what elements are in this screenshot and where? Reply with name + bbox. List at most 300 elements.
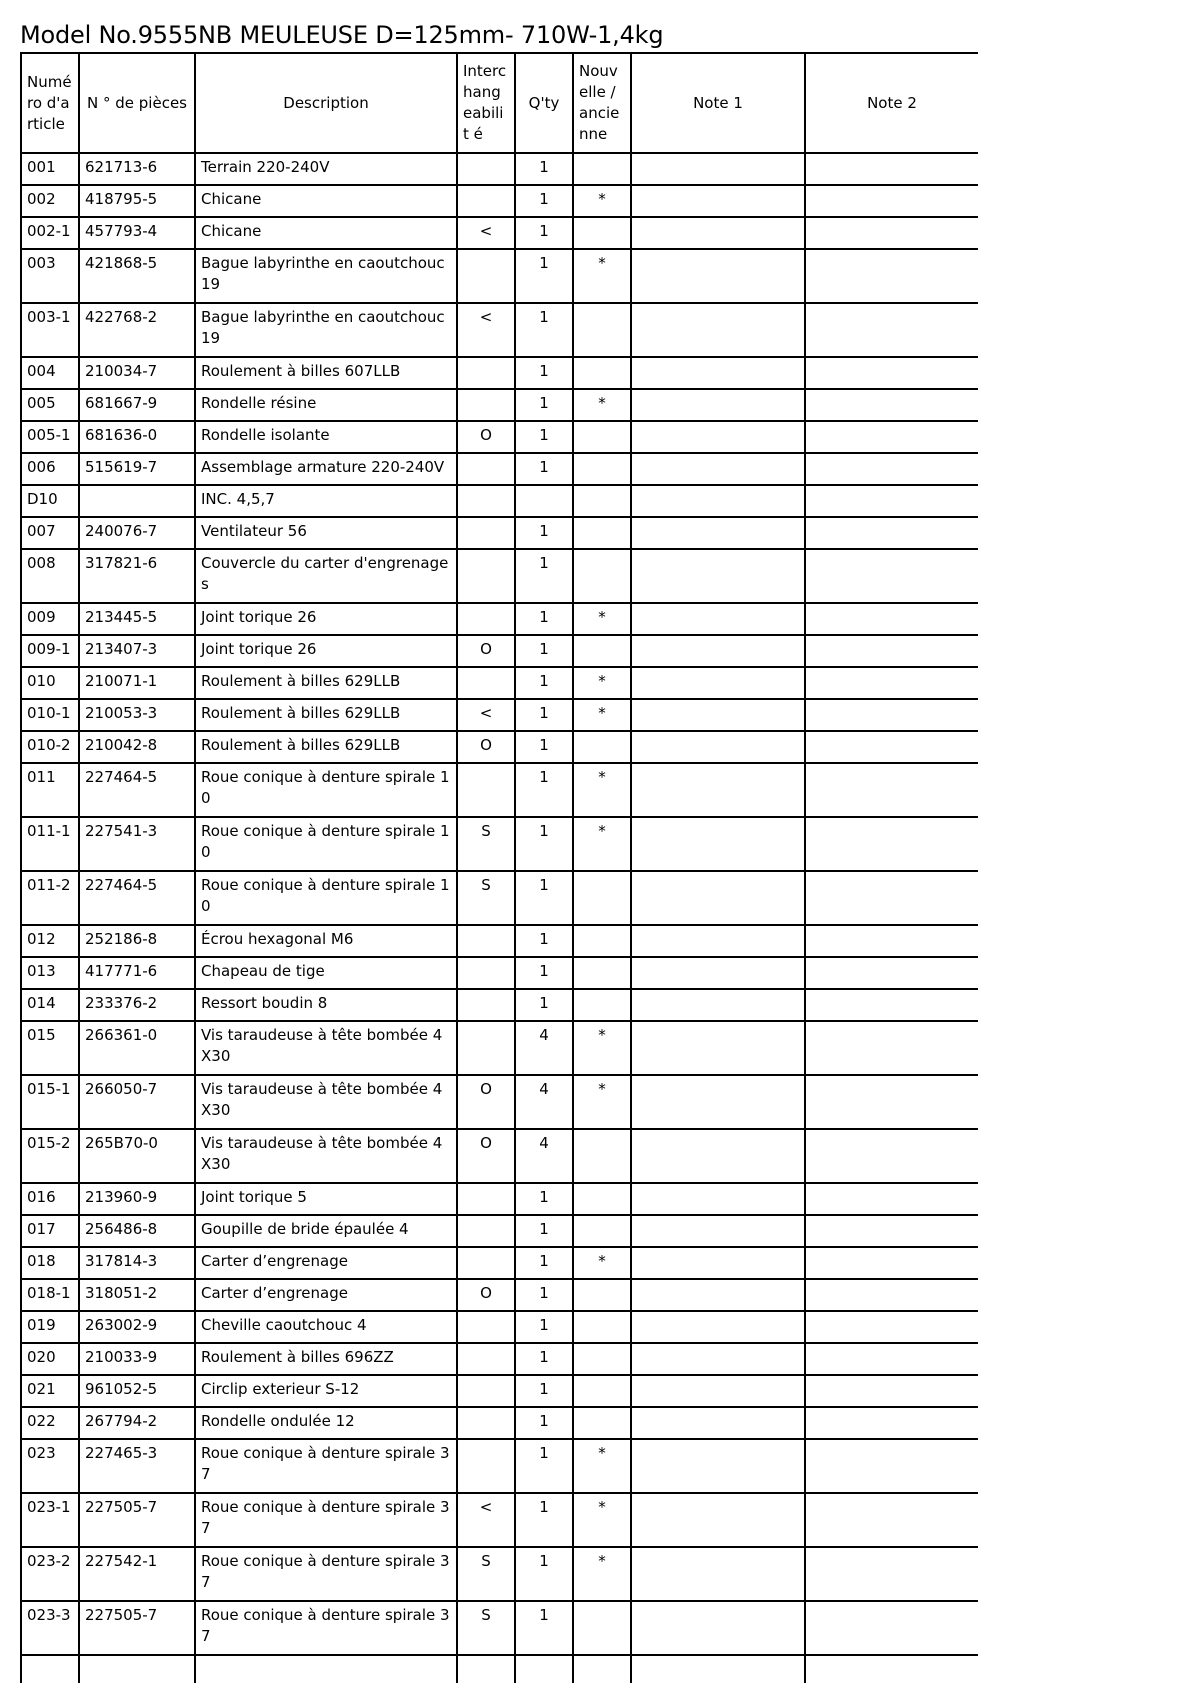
cell-note-2 [805, 549, 978, 603]
cell-quantity: 1 [515, 303, 573, 357]
table-row [21, 485, 978, 517]
cell-quantity: 1 [515, 549, 573, 603]
cell-interchangeability [457, 249, 515, 303]
cell-interchangeability [457, 603, 515, 635]
cell-description: Roulement à billes 607LLB [195, 357, 457, 389]
cell-new-old [573, 153, 631, 185]
cell-note-1 [631, 517, 805, 549]
empty-cell [805, 1655, 978, 1683]
cell-part-number: 263002-9 [79, 1311, 195, 1343]
cell-quantity: 4 [515, 1021, 573, 1075]
cell-quantity: 1 [515, 1279, 573, 1311]
header-new-old: Nouv elle / ancie nne [573, 53, 631, 153]
cell-description: Couvercle du carter d'engrenages [195, 549, 457, 603]
cell-interchangeability [457, 357, 515, 389]
cell-description: Terrain 220-240V [195, 153, 457, 185]
cell-item-number: 006 [21, 453, 79, 485]
cell-part-number: 256486-8 [79, 1215, 195, 1247]
cell-interchangeability: O [457, 731, 515, 763]
cell-quantity: 1 [515, 1439, 573, 1493]
cell-interchangeability [457, 763, 515, 817]
cell-interchangeability: < [457, 699, 515, 731]
cell-quantity: 1 [515, 1343, 573, 1375]
cell-note-2 [805, 1601, 978, 1655]
cell-item-number: 018-1 [21, 1279, 79, 1311]
cell-item-number: 021 [21, 1375, 79, 1407]
cell-description: Roulement à billes 629LLB [195, 699, 457, 731]
cell-part-number: 681667-9 [79, 389, 195, 421]
table-row [21, 1279, 978, 1311]
cell-note-1 [631, 1279, 805, 1311]
cell-quantity: 1 [515, 1407, 573, 1439]
table-row [21, 1375, 978, 1407]
cell-item-number: 002-1 [21, 217, 79, 249]
cell-new-old [573, 1407, 631, 1439]
cell-new-old: * [573, 389, 631, 421]
cell-interchangeability [457, 153, 515, 185]
cell-new-old: * [573, 763, 631, 817]
cell-note-1 [631, 731, 805, 763]
cell-item-number: 005-1 [21, 421, 79, 453]
cell-interchangeability [457, 1311, 515, 1343]
cell-new-old [573, 303, 631, 357]
empty-cell [21, 1655, 79, 1683]
cell-description: Roue conique à denture spirale 10 [195, 817, 457, 871]
cell-new-old: * [573, 667, 631, 699]
cell-note-2 [805, 1215, 978, 1247]
cell-note-1 [631, 1183, 805, 1215]
cell-quantity: 1 [515, 1601, 573, 1655]
header-quantity: Q'ty [515, 53, 573, 153]
cell-quantity: 4 [515, 1075, 573, 1129]
cell-note-2 [805, 453, 978, 485]
cell-quantity: 1 [515, 871, 573, 925]
cell-interchangeability [457, 1407, 515, 1439]
cell-note-1 [631, 667, 805, 699]
cell-quantity: 1 [515, 453, 573, 485]
cell-description: Vis taraudeuse à tête bombée 4X30 [195, 1021, 457, 1075]
parts-table-container [20, 52, 978, 1683]
cell-interchangeability [457, 925, 515, 957]
cell-interchangeability [457, 389, 515, 421]
cell-interchangeability: O [457, 1129, 515, 1183]
cell-part-number: 227505-7 [79, 1493, 195, 1547]
cell-note-1 [631, 453, 805, 485]
cell-description: Carter d’engrenage [195, 1279, 457, 1311]
cell-interchangeability [457, 517, 515, 549]
cell-part-number: 227541-3 [79, 817, 195, 871]
cell-new-old: * [573, 1247, 631, 1279]
cell-new-old [573, 871, 631, 925]
cell-item-number: 010 [21, 667, 79, 699]
cell-part-number: 227465-3 [79, 1439, 195, 1493]
cell-note-2 [805, 1493, 978, 1547]
cell-item-number: 003 [21, 249, 79, 303]
cell-quantity: 1 [515, 1375, 573, 1407]
cell-note-1 [631, 1601, 805, 1655]
cell-description: Roulement à billes 629LLB [195, 731, 457, 763]
cell-description: Roue conique à denture spirale 37 [195, 1547, 457, 1601]
cell-new-old [573, 731, 631, 763]
cell-interchangeability [457, 1021, 515, 1075]
cell-note-2 [805, 153, 978, 185]
cell-note-1 [631, 635, 805, 667]
cell-quantity: 1 [515, 603, 573, 635]
cell-new-old: * [573, 603, 631, 635]
cell-quantity [515, 485, 573, 517]
page-title: Model No.9555NB MEULEUSE D=125mm- 710W-1,4kg [20, 21, 664, 49]
cell-new-old [573, 957, 631, 989]
cell-interchangeability [457, 485, 515, 517]
cell-description: Cheville caoutchouc 4 [195, 1311, 457, 1343]
cell-description: Écrou hexagonal M6 [195, 925, 457, 957]
cell-quantity: 1 [515, 217, 573, 249]
cell-part-number: 210053-3 [79, 699, 195, 731]
cell-quantity: 1 [515, 989, 573, 1021]
cell-part-number: 266050-7 [79, 1075, 195, 1129]
cell-note-1 [631, 303, 805, 357]
cell-new-old [573, 517, 631, 549]
cell-note-1 [631, 485, 805, 517]
cell-new-old [573, 1129, 631, 1183]
cell-part-number: 240076-7 [79, 517, 195, 549]
table-row [21, 603, 978, 635]
cell-item-number: 011-1 [21, 817, 79, 871]
cell-note-1 [631, 1075, 805, 1129]
table-header-row [21, 53, 978, 153]
cell-note-1 [631, 1021, 805, 1075]
cell-interchangeability: S [457, 1547, 515, 1601]
table-row [21, 1601, 978, 1655]
cell-new-old [573, 635, 631, 667]
header-item-number: Numé ro d'a rticle [21, 53, 79, 153]
cell-part-number: 210042-8 [79, 731, 195, 763]
cell-item-number: 023-3 [21, 1601, 79, 1655]
cell-quantity: 1 [515, 517, 573, 549]
table-row [21, 1129, 978, 1183]
table-row [21, 1215, 978, 1247]
cell-interchangeability: S [457, 1601, 515, 1655]
cell-item-number: 004 [21, 357, 79, 389]
cell-note-1 [631, 1439, 805, 1493]
cell-part-number: 961052-5 [79, 1375, 195, 1407]
cell-note-2 [805, 485, 978, 517]
cell-note-2 [805, 1439, 978, 1493]
cell-new-old: * [573, 699, 631, 731]
cell-part-number: 233376-2 [79, 989, 195, 1021]
cell-description: Roue conique à denture spirale 10 [195, 763, 457, 817]
cell-quantity: 1 [515, 249, 573, 303]
cell-part-number: 422768-2 [79, 303, 195, 357]
cell-note-1 [631, 1493, 805, 1547]
cell-note-1 [631, 249, 805, 303]
empty-cell [195, 1655, 457, 1683]
cell-description: Rondelle ondulée 12 [195, 1407, 457, 1439]
cell-description: Rondelle résine [195, 389, 457, 421]
cell-item-number: 002 [21, 185, 79, 217]
cell-description: Chicane [195, 217, 457, 249]
cell-note-1 [631, 1407, 805, 1439]
cell-description: Goupille de bride épaulée 4 [195, 1215, 457, 1247]
cell-description: Ventilateur 56 [195, 517, 457, 549]
cell-item-number: 003-1 [21, 303, 79, 357]
cell-description: Ressort boudin 8 [195, 989, 457, 1021]
cell-quantity: 1 [515, 635, 573, 667]
cell-quantity: 1 [515, 817, 573, 871]
cell-part-number: 210034-7 [79, 357, 195, 389]
cell-new-old [573, 1343, 631, 1375]
empty-cell [79, 1655, 195, 1683]
cell-item-number: 018 [21, 1247, 79, 1279]
cell-item-number: 001 [21, 153, 79, 185]
cell-note-1 [631, 817, 805, 871]
cell-note-1 [631, 989, 805, 1021]
cell-note-2 [805, 817, 978, 871]
cell-new-old [573, 421, 631, 453]
cell-quantity: 1 [515, 1311, 573, 1343]
cell-note-1 [631, 389, 805, 421]
cell-note-1 [631, 763, 805, 817]
table-body [21, 153, 978, 1683]
cell-description: INC. 4,5,7 [195, 485, 457, 517]
header-note-1: Note 1 [631, 53, 805, 153]
cell-note-2 [805, 217, 978, 249]
cell-quantity: 1 [515, 957, 573, 989]
cell-new-old [573, 549, 631, 603]
cell-note-1 [631, 153, 805, 185]
cell-new-old: * [573, 249, 631, 303]
table-row [21, 1343, 978, 1375]
cell-quantity: 1 [515, 731, 573, 763]
cell-note-2 [805, 1375, 978, 1407]
cell-quantity: 1 [515, 763, 573, 817]
cell-quantity: 1 [515, 421, 573, 453]
cell-quantity: 1 [515, 699, 573, 731]
cell-interchangeability [457, 549, 515, 603]
table-row [21, 249, 978, 303]
cell-part-number: 213960-9 [79, 1183, 195, 1215]
cell-interchangeability: O [457, 1279, 515, 1311]
cell-note-2 [805, 699, 978, 731]
empty-cell [457, 1655, 515, 1683]
table-row [21, 1021, 978, 1075]
cell-note-2 [805, 1075, 978, 1129]
cell-part-number: 210071-1 [79, 667, 195, 699]
cell-note-2 [805, 989, 978, 1021]
cell-interchangeability [457, 957, 515, 989]
table-row [21, 421, 978, 453]
cell-interchangeability [457, 1375, 515, 1407]
cell-note-2 [805, 303, 978, 357]
cell-quantity: 1 [515, 389, 573, 421]
cell-description: Bague labyrinthe en caoutchouc 19 [195, 249, 457, 303]
cell-new-old [573, 217, 631, 249]
cell-note-2 [805, 357, 978, 389]
cell-part-number: 227505-7 [79, 1601, 195, 1655]
cell-note-1 [631, 357, 805, 389]
cell-new-old [573, 1601, 631, 1655]
cell-item-number: 016 [21, 1183, 79, 1215]
cell-note-2 [805, 1247, 978, 1279]
header-description: Description [195, 53, 457, 153]
cell-description: Joint torique 5 [195, 1183, 457, 1215]
table-row [21, 817, 978, 871]
cell-note-2 [805, 1021, 978, 1075]
cell-part-number: 213445-5 [79, 603, 195, 635]
cell-item-number: 013 [21, 957, 79, 989]
cell-quantity: 1 [515, 667, 573, 699]
cell-part-number [79, 485, 195, 517]
cell-note-1 [631, 1247, 805, 1279]
cell-description: Carter d’engrenage [195, 1247, 457, 1279]
cell-new-old: * [573, 1547, 631, 1601]
cell-item-number: 020 [21, 1343, 79, 1375]
cell-quantity: 1 [515, 1247, 573, 1279]
cell-quantity: 1 [515, 153, 573, 185]
cell-item-number: 007 [21, 517, 79, 549]
cell-note-1 [631, 699, 805, 731]
cell-note-1 [631, 549, 805, 603]
cell-interchangeability [457, 989, 515, 1021]
table-row [21, 925, 978, 957]
table-row [21, 549, 978, 603]
cell-description: Rondelle isolante [195, 421, 457, 453]
table-row [21, 1247, 978, 1279]
cell-new-old [573, 989, 631, 1021]
cell-interchangeability [457, 1247, 515, 1279]
cell-note-1 [631, 1311, 805, 1343]
table-row-empty [21, 1655, 978, 1683]
table-row [21, 1493, 978, 1547]
cell-interchangeability [457, 1439, 515, 1493]
cell-new-old [573, 1311, 631, 1343]
cell-part-number: 265B70-0 [79, 1129, 195, 1183]
cell-part-number: 227464-5 [79, 871, 195, 925]
cell-part-number: 318051-2 [79, 1279, 195, 1311]
cell-note-1 [631, 603, 805, 635]
cell-note-2 [805, 421, 978, 453]
cell-interchangeability: O [457, 1075, 515, 1129]
cell-interchangeability [457, 185, 515, 217]
table-row [21, 453, 978, 485]
cell-part-number: 317821-6 [79, 549, 195, 603]
cell-note-2 [805, 1311, 978, 1343]
table-row [21, 699, 978, 731]
cell-interchangeability [457, 1215, 515, 1247]
parts-table [20, 52, 978, 1683]
cell-item-number: 005 [21, 389, 79, 421]
cell-part-number: 621713-6 [79, 153, 195, 185]
cell-description: Roulement à billes 629LLB [195, 667, 457, 699]
cell-note-1 [631, 217, 805, 249]
cell-description: Vis taraudeuse à tête bombée 4X30 [195, 1075, 457, 1129]
cell-note-1 [631, 185, 805, 217]
empty-cell [631, 1655, 805, 1683]
cell-note-2 [805, 1279, 978, 1311]
cell-note-2 [805, 957, 978, 989]
cell-note-2 [805, 389, 978, 421]
cell-note-2 [805, 1183, 978, 1215]
cell-quantity: 1 [515, 185, 573, 217]
cell-part-number: 210033-9 [79, 1343, 195, 1375]
cell-note-2 [805, 731, 978, 763]
cell-note-1 [631, 925, 805, 957]
cell-part-number: 317814-3 [79, 1247, 195, 1279]
cell-note-1 [631, 421, 805, 453]
cell-new-old [573, 1215, 631, 1247]
cell-quantity: 1 [515, 925, 573, 957]
cell-interchangeability: S [457, 817, 515, 871]
cell-description: Roue conique à denture spirale 37 [195, 1493, 457, 1547]
cell-note-2 [805, 1129, 978, 1183]
cell-item-number: 010-1 [21, 699, 79, 731]
cell-new-old [573, 453, 631, 485]
table-row [21, 389, 978, 421]
cell-description: Chicane [195, 185, 457, 217]
cell-note-2 [805, 1547, 978, 1601]
header-note-2: Note 2 [805, 53, 978, 153]
cell-item-number: 023-2 [21, 1547, 79, 1601]
cell-new-old [573, 357, 631, 389]
cell-quantity: 1 [515, 1183, 573, 1215]
table-row [21, 763, 978, 817]
cell-note-2 [805, 925, 978, 957]
table-row [21, 1075, 978, 1129]
cell-interchangeability: < [457, 1493, 515, 1547]
cell-item-number: 023 [21, 1439, 79, 1493]
cell-item-number: 010-2 [21, 731, 79, 763]
cell-item-number: 014 [21, 989, 79, 1021]
cell-quantity: 4 [515, 1129, 573, 1183]
cell-quantity: 1 [515, 1493, 573, 1547]
cell-note-2 [805, 635, 978, 667]
cell-part-number: 417771-6 [79, 957, 195, 989]
cell-part-number: 266361-0 [79, 1021, 195, 1075]
table-row [21, 517, 978, 549]
header-interchangeability: Interc hang eabilit é [457, 53, 515, 153]
cell-new-old: * [573, 185, 631, 217]
cell-note-2 [805, 1343, 978, 1375]
table-row [21, 871, 978, 925]
table-row [21, 1407, 978, 1439]
table-row [21, 957, 978, 989]
cell-part-number: 681636-0 [79, 421, 195, 453]
cell-part-number: 252186-8 [79, 925, 195, 957]
cell-quantity: 1 [515, 1547, 573, 1601]
cell-new-old [573, 485, 631, 517]
cell-note-2 [805, 871, 978, 925]
cell-quantity: 1 [515, 357, 573, 389]
cell-description: Roue conique à denture spirale 37 [195, 1439, 457, 1493]
cell-item-number: 008 [21, 549, 79, 603]
cell-item-number: 011 [21, 763, 79, 817]
table-row [21, 303, 978, 357]
table-row [21, 731, 978, 763]
cell-item-number: 017 [21, 1215, 79, 1247]
cell-description: Joint torique 26 [195, 603, 457, 635]
cell-note-2 [805, 185, 978, 217]
table-row [21, 1311, 978, 1343]
cell-quantity: 1 [515, 1215, 573, 1247]
cell-note-2 [805, 763, 978, 817]
table-row [21, 1547, 978, 1601]
cell-new-old: * [573, 1021, 631, 1075]
cell-part-number: 227464-5 [79, 763, 195, 817]
cell-interchangeability: < [457, 217, 515, 249]
cell-note-2 [805, 1407, 978, 1439]
table-row [21, 635, 978, 667]
cell-new-old: * [573, 1493, 631, 1547]
